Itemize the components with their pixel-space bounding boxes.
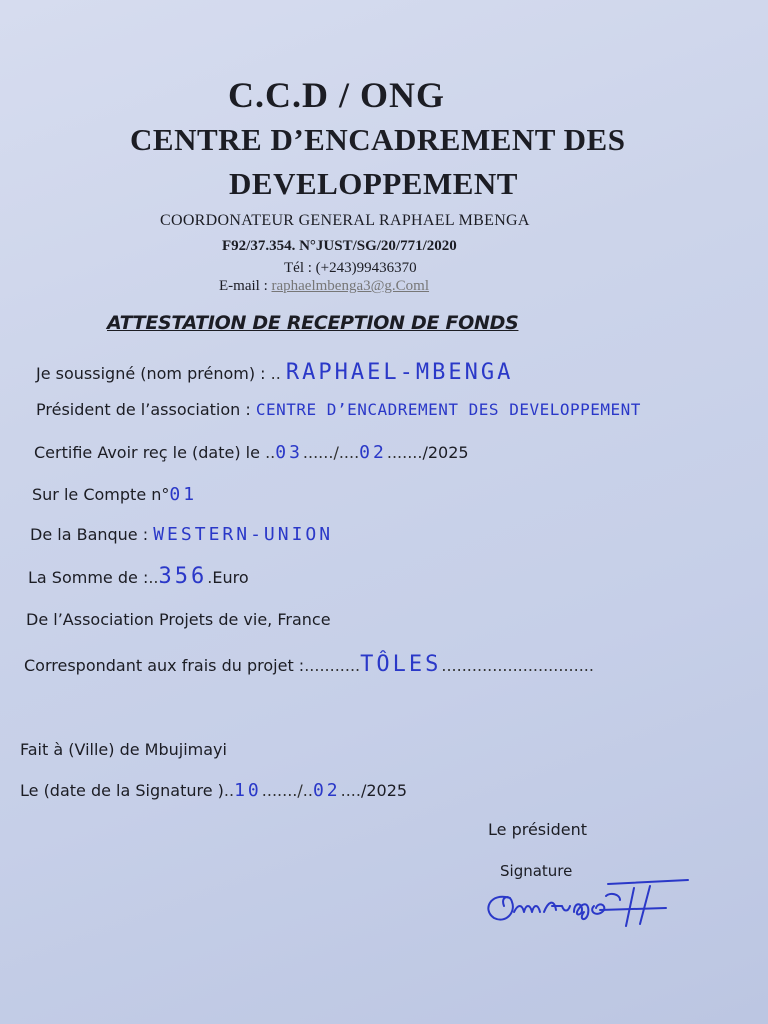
name-value: RAPHAEL-MBENGA xyxy=(285,360,514,385)
received-month: 02 xyxy=(359,442,387,463)
document-title: ATTESTATION DE RECEPTION DE FONDS xyxy=(107,312,519,334)
org-name-line1: CENTRE D’ENCADREMENT DES xyxy=(130,122,626,157)
project-row: Correspondant aux frais du projet :...........TÔLES.............................. xyxy=(24,652,594,677)
email-label: E-mail : xyxy=(219,278,272,294)
org-name-line2: DEVELOPPEMENT xyxy=(229,166,518,201)
account-label: Sur le Compte n° xyxy=(32,485,170,504)
place-line: Fait à (Ville) de Mbujimayi xyxy=(20,740,227,759)
sign-year: /2025 xyxy=(360,781,408,800)
email-line xyxy=(219,278,429,295)
amount-row: La Somme de :..356.Euro xyxy=(28,564,249,589)
phone-number: (+243)99436370 xyxy=(315,260,417,276)
signature-date-row: Le (date de la Signature )..10......./..02..../2025 xyxy=(20,780,408,801)
sign-month: 02 xyxy=(312,780,341,801)
source-association: De l’Association Projets de vie, France xyxy=(26,610,331,629)
name-row xyxy=(36,360,513,385)
president-row xyxy=(36,400,641,419)
received-year: /2025 xyxy=(422,443,469,462)
bank-row xyxy=(30,524,333,545)
name-dots: .. xyxy=(270,364,281,383)
bank-label: De la Banque : xyxy=(30,525,149,544)
received-day: 03 xyxy=(275,442,303,463)
signature-date-label: Le (date de la Signature ) xyxy=(20,781,224,800)
amount-currency: Euro xyxy=(212,568,249,587)
registration-number: F92/37.354. N°JUST/SG/20/771/2020 xyxy=(222,238,457,254)
org-acronym: C.C.D / ONG xyxy=(228,75,445,115)
president-label: Président de l’association : xyxy=(36,400,251,419)
coordinator-line: COORDONATEUR GENERAL RAPHAEL MBENGA xyxy=(160,212,530,229)
received-date-row: Certifie Avoir reç le (date) le ..03....../....02......./2025 xyxy=(34,442,469,463)
amount-value: 356 xyxy=(158,564,208,589)
account-value: 01 xyxy=(169,484,198,505)
project-value: TÔLES xyxy=(360,652,442,677)
bank-value: WESTERN-UNION xyxy=(153,524,334,545)
phone-line xyxy=(284,260,417,277)
president-title: Le président xyxy=(488,820,587,839)
received-label: Certifie Avoir reç le (date) le xyxy=(34,443,260,462)
account-row xyxy=(32,484,197,505)
signature-label: Signature xyxy=(500,862,573,880)
amount-label: La Somme de : xyxy=(28,568,149,587)
phone-label: Tél : xyxy=(284,260,316,276)
handwritten-signature xyxy=(470,862,700,942)
email-address[interactable]: raphaelmbenga3@g.Coml xyxy=(271,278,430,294)
name-label: Je soussigné (nom prénom) : xyxy=(36,364,266,383)
sign-day: 10 xyxy=(234,780,262,801)
president-value: CENTRE D’ENCADREMENT DES DEVELOPPEMENT xyxy=(255,400,641,419)
project-label: Correspondant aux frais du projet : xyxy=(24,656,305,675)
